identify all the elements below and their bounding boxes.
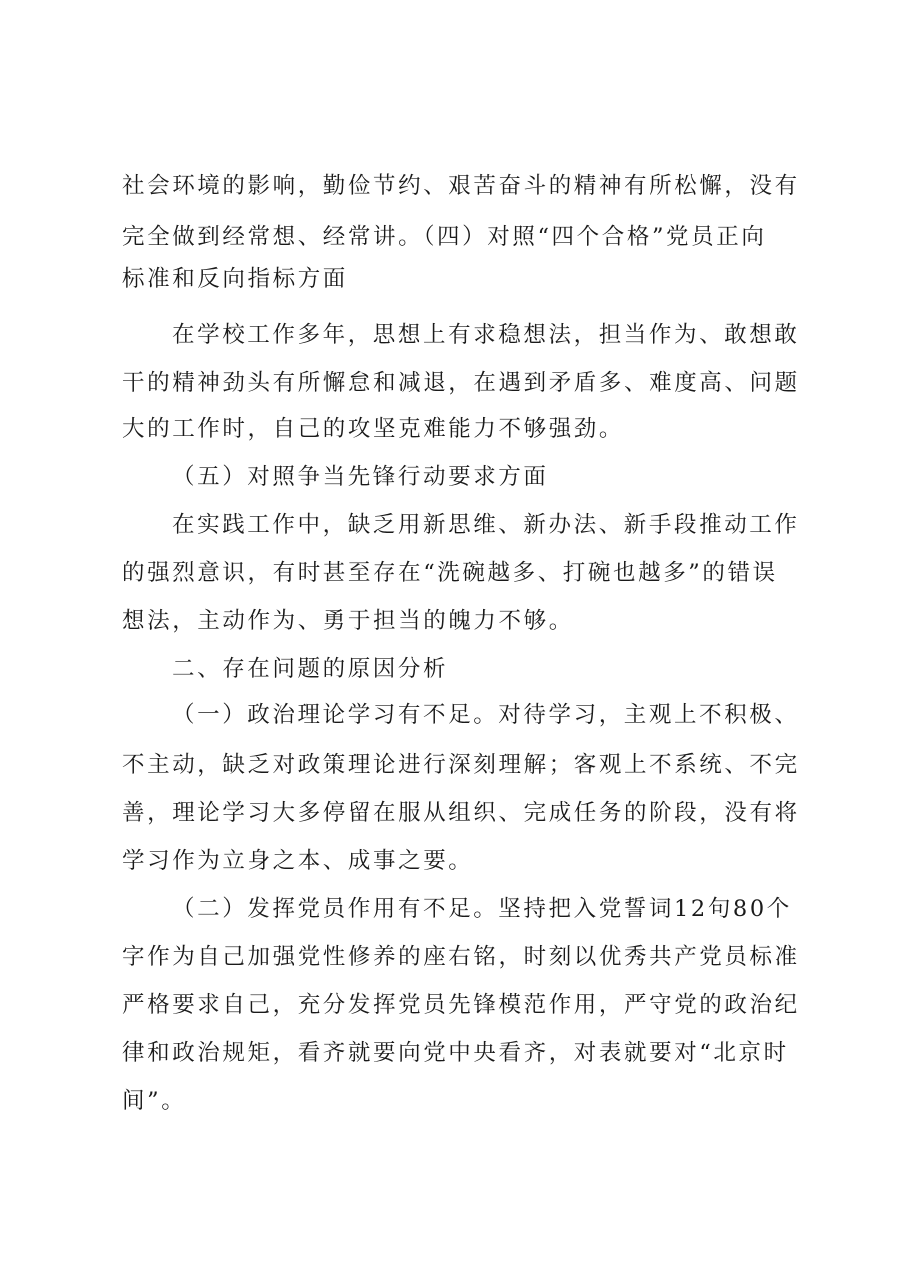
text-line: 严格要求自己，充分发挥党员先锋模范作用，严守党的政治纪 <box>122 992 800 1018</box>
text-line: 标准和反向指标方面 <box>122 266 348 292</box>
text-line: 在学校工作多年，思想上有求稳想法，担当作为、敢想敢 <box>172 322 800 348</box>
text-line: 善，理论学习大多停留在服从组织、完成任务的阶段，没有将 <box>122 800 800 826</box>
text-line: 间”。 <box>122 1088 187 1114</box>
text-line: 完全做到经常想、经常讲。（四）对照“四个合格”党员正向 <box>122 224 767 250</box>
text-line: 干的精神劲头有所懈怠和减退，在遇到矛盾多、难度高、问题 <box>122 370 800 396</box>
text-line: （二）发挥党员作用有不足。坚持把入党誓词12句80个 <box>172 896 792 922</box>
text-line: 的强烈意识，有时甚至存在“洗碗越多、打碗也越多”的错误 <box>122 560 778 586</box>
section-heading: （五）对照争当先锋行动要求方面 <box>172 464 549 490</box>
text-line: 想法，主动作为、勇于担当的魄力不够。 <box>122 608 574 634</box>
text-line: 在实践工作中，缺乏用新思维、新办法、新手段推动工作 <box>172 512 800 538</box>
text-line: 学习作为立身之本、成事之要。 <box>122 848 474 874</box>
text-line: 不主动，缺乏对政策理论进行深刻理解；客观上不系统、不完 <box>122 752 800 778</box>
text-line: （一）政治理论学习有不足。对待学习，主观上不积极、 <box>172 702 800 728</box>
text-line: 社会环境的影响，勤俭节约、艰苦奋斗的精神有所松懈，没有 <box>122 173 800 199</box>
text-line: 大的工作时，自己的攻坚克难能力不够强劲。 <box>122 416 625 442</box>
text-line: 字作为自己加强党性修养的座右铭，时刻以优秀共产党员标准 <box>122 944 800 970</box>
section-heading: 二、存在问题的原因分析 <box>172 656 449 682</box>
text-line: 律和政治规矩，看齐就要向党中央看齐，对表就要对“北京时 <box>122 1040 789 1066</box>
